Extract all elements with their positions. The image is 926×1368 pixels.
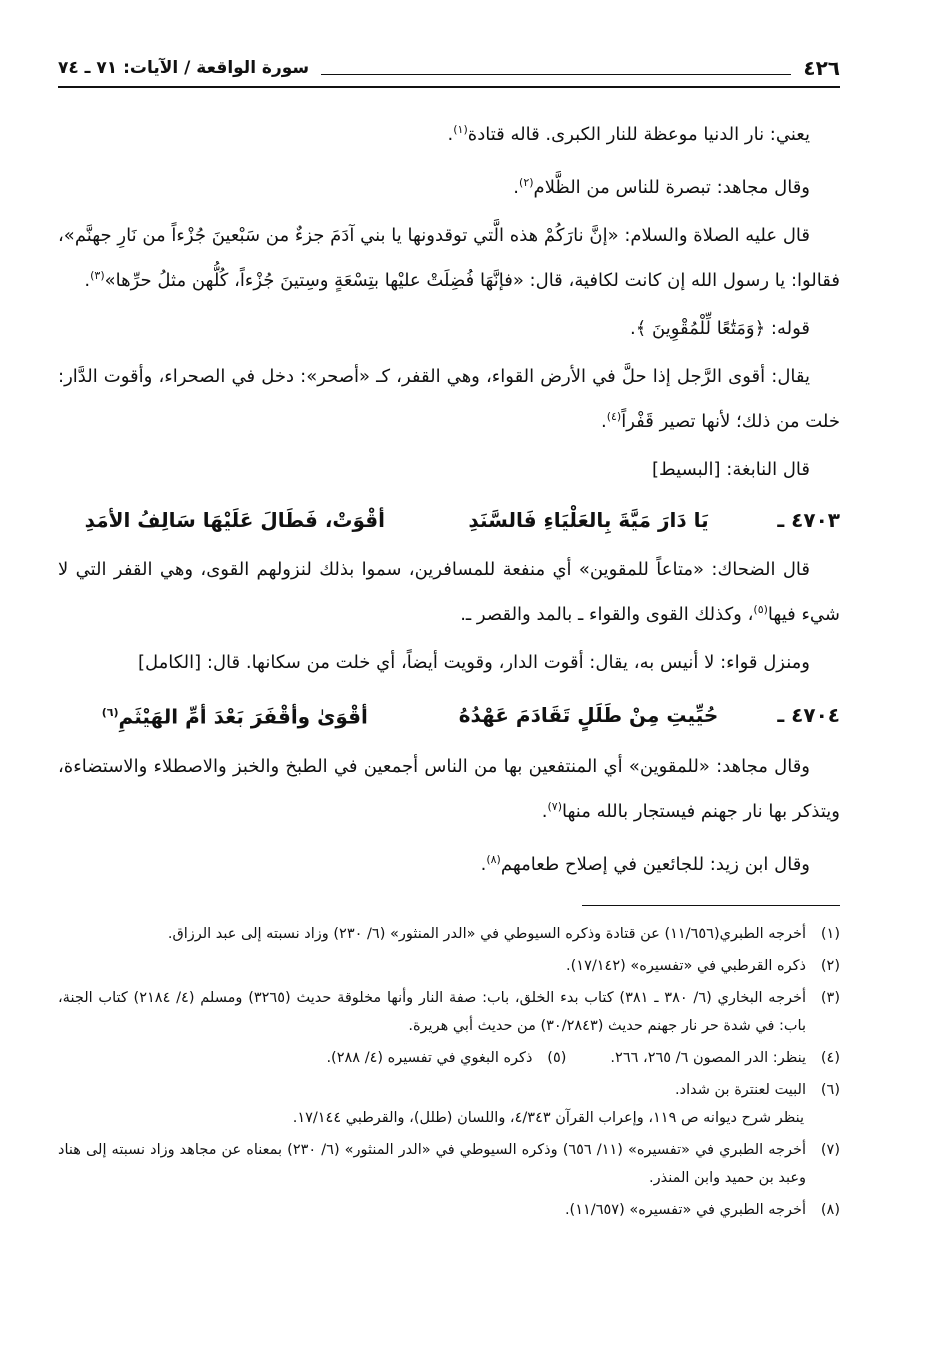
footnote: [58, 920, 840, 948]
footnote-text: البيت لعنترة بن شداد.: [675, 1081, 806, 1098]
footnote-number: (٥): [547, 1049, 567, 1066]
footnote-ref: (٦): [101, 706, 119, 719]
paragraph-tail: .: [84, 270, 91, 291]
footnote-text: أخرجه البخاري (٦/ ٣٨٠ ـ ٣٨١) كتاب بدء الخلق، باب: صفة النار وأنها مخلوقة حديث (٣٢٦٥) ومسلم (٤/ ٢١٨٤) كتاب الجنة، باب: في شدة حر نار جهنم حديث (٣٠/٢٨٤٣) من حديث أبي هريرة.: [58, 989, 807, 1034]
footnote-text: ينظر: الدر المصون ٦/ ٢٦٥، ٢٦٦.: [610, 1049, 806, 1066]
poetry-verse: [58, 498, 840, 542]
verse-hemistich-first: يَا دَارَ مَيَّةَ بِالعَلْيَاءِ فَالسَّنَدِ: [468, 508, 709, 532]
paragraph: [58, 550, 840, 635]
footnote-text: أخرجه الطبري في «تفسيره» (١١/٦٥٧).: [564, 1201, 806, 1218]
verse-hemistich-text: أقْوَىٰ وأقْفَرَ بَعْدَ أمِّ الهَيْثَمِ: [118, 704, 368, 729]
footnotes-divider: [582, 905, 840, 906]
poetry-verse: [58, 691, 840, 739]
footnote: [58, 1196, 840, 1224]
footnote-body: [58, 1076, 806, 1132]
paragraph-tail: ، وكذلك القوى والقواء ـ بالمد والقصر ـ.: [460, 604, 754, 625]
paragraph-text: قال عليه الصلاة والسلام: «إنَّ نارَكُمْ هذه الَّتي توقدونها يا بني آدَمَ جزءٌ من سَبْعينَ جُزْءاً من نَارِ جهنَّم»، فقالوا: يا رسول الله إن كانت لكافية، قال: «فإنَّهَا فُضِلَتْ عليْها بتِسْعَةٍ وسِتينَ جُزْءاً، كُلُّهن مثلُ حرِّها»: [58, 225, 840, 291]
footnote-number: (٣): [820, 989, 840, 1006]
footnotes: [58, 920, 840, 1224]
paragraph-text: ومنزل قواء: لا أنيس به، يقال: أقوت الدار، وقويت أيضاً، أي خلت من سكانها. قال: [الكامل]: [137, 652, 810, 673]
paragraph-text: وقال مجاهد: تبصرة للناس من الظَّلام: [533, 177, 810, 198]
paragraph: [58, 357, 840, 442]
paragraph: [58, 163, 840, 208]
book-page: [58, 50, 840, 1228]
page-body: [58, 110, 840, 885]
surah-title: سورة الواقعة / الآيات: ٧١ ـ ٧٤: [58, 58, 310, 78]
paragraph-tail: .: [600, 411, 607, 432]
paragraph: [58, 643, 840, 683]
paragraph-text: وقال ابن زيد: للجائعين في إصلاح طعامهم: [500, 853, 810, 875]
footnote-ref: (١): [453, 123, 468, 136]
footnote-number: (١): [820, 925, 840, 942]
paragraph-tail: .: [480, 853, 487, 875]
verse-hemistich-first: حُيِّيتِ مِنْ طَلَلٍ تَقَادَمَ عَهْدُهُ: [458, 702, 719, 727]
footnote: [58, 1076, 840, 1132]
paragraph: [58, 110, 840, 155]
footnote-ref: (٢): [519, 176, 534, 189]
footnote-ref: (٣): [90, 269, 105, 282]
verse-number: ٤٧٠٤ ـ: [777, 702, 840, 727]
footnote-number: (٢): [820, 957, 840, 974]
verse-number: ٤٧٠٣ ـ: [777, 508, 840, 532]
footnote-continuation: ينظر شرح ديوانه ص ١١٩، وإعراب القرآن ٤/٣٤٣، واللسان (طلل)، والقرطبي ١٧/١٤٤.: [292, 1109, 804, 1126]
footnote-text: ذكره البغوي في تفسيره (٤/ ٢٨٨).: [326, 1049, 533, 1066]
footnote-text: أخرجه الطبري في «تفسيره» (١١/ ٦٥٦) وذكره السيوطي في «الدر المنثور» (٦/ ٢٣٠) بمعناه عن مجاهد وزاد نسبته إلى هناد وعبد بن حميد وابن المنذر.: [58, 1141, 807, 1186]
footnote-pair: [58, 1044, 840, 1072]
footnote-text: ذكره القرطبي في «تفسيره» (١٧/١٤٢).: [566, 957, 806, 974]
footnote-text: أخرجه الطبري(١١/٦٥٦) عن قتادة وذكره السيوطي في «الدر المنثور» (٦/ ٢٣٠) وزاد نسبته إلى عبد الرزاق.: [167, 925, 806, 942]
footnote: [58, 1136, 840, 1192]
paragraph-tail: .: [630, 318, 636, 339]
paragraph-text: وقال مجاهد: «للمقوين» أي المنتفعين بها من الناس أجمعين في الطبخ والخبز والاصطلاء والاستضاءة، ويتذكر بها نار جهنم فيستجار بالله منها: [58, 755, 840, 822]
paragraph-tail: .: [447, 124, 454, 145]
footnote-number: (٧): [820, 1141, 840, 1158]
page-number: ٤٢٦: [803, 56, 840, 80]
page-header: [58, 50, 840, 88]
footnote-number: (٦): [820, 1081, 840, 1098]
footnote-number: (٨): [820, 1201, 840, 1218]
footnote-ref: (٥): [753, 603, 768, 616]
footnote: [58, 952, 840, 980]
verse-hemistich-second: [58, 691, 412, 739]
footnote-ref: (٨): [486, 852, 501, 866]
paragraph: [58, 309, 840, 349]
paragraph: [58, 450, 840, 490]
paragraph-text: يعني: نار الدنيا موعظة للنار الكبرى. قاله قتادة: [467, 124, 810, 145]
paragraph-text: قال النابغة: [البسيط]: [652, 459, 810, 480]
header-rule: [321, 74, 791, 75]
paragraph-text: يقال: أقوى الرَّجل إذا حلَّ في الأرض القواء، وهي القفر، كـ «أصحر»: دخل في الصحراء، وأقوت الدَّار: خلت من ذلك؛ لأنها تصير قَفْراً: [58, 366, 840, 432]
paragraph: [58, 216, 840, 301]
paragraph: [58, 747, 840, 832]
paragraph-text: قوله: ﴿وَمَتَٰعًا لِّلْمُقْوِينَ ﴾: [635, 318, 810, 339]
paragraph-tail: .: [541, 800, 548, 822]
paragraph: [58, 840, 840, 885]
footnote-ref: (٤): [606, 410, 622, 423]
paragraph-tail: .: [513, 177, 520, 198]
footnote-ref: (٧): [547, 799, 562, 813]
footnote-number: (٤): [820, 1049, 840, 1066]
footnote: [58, 984, 840, 1040]
paragraph-text: قال الضحاك: «متاعاً للمقوين» أي منفعة للمسافرين، سموا بذلك لنزولهم القوى، وهي القفر التي لا شيء فيها: [58, 559, 840, 625]
verse-hemistich-second: أقْوَتْ، فَطَالَ عَلَيْهَا سَالِفُ الأمَدِ: [84, 508, 386, 532]
